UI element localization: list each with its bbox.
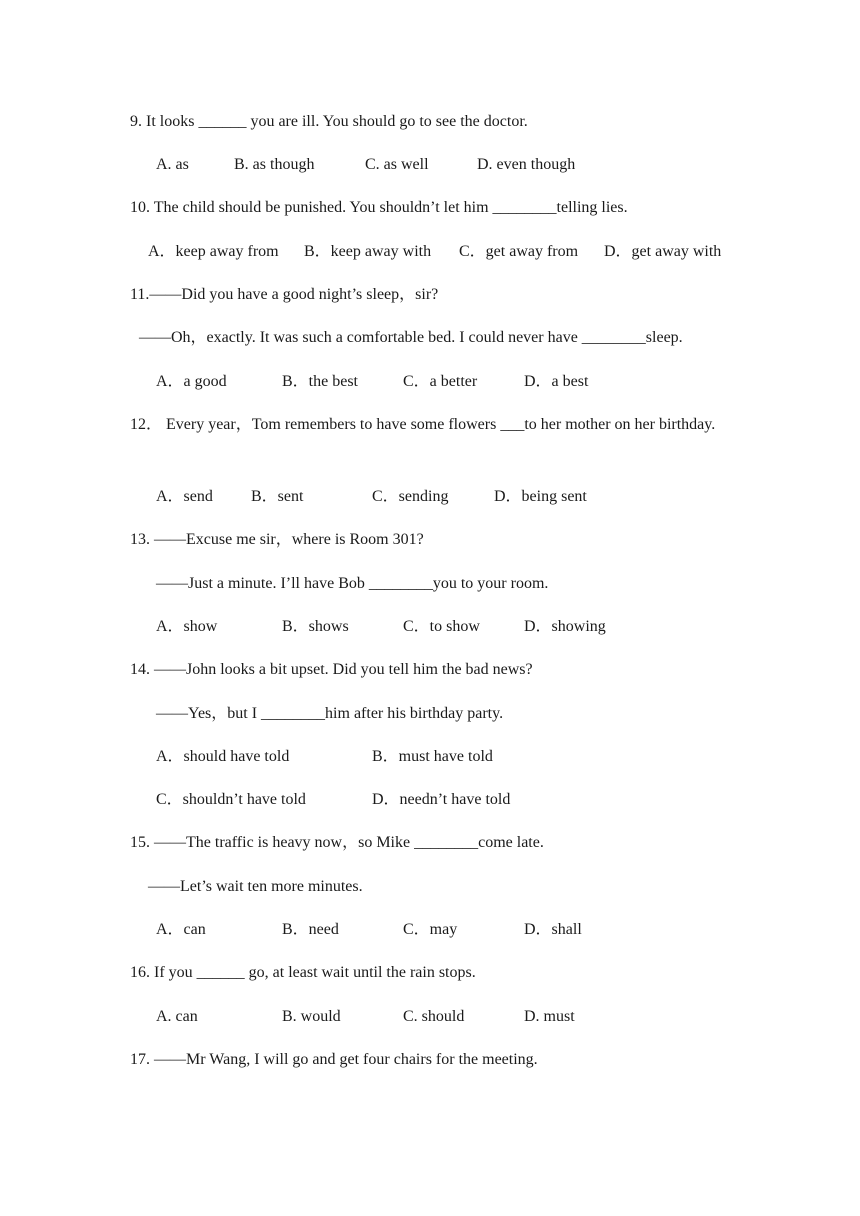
question-10-option-c: C．get away from — [459, 243, 579, 260]
question-11-option-d: D．a best — [524, 373, 589, 390]
question-11-stem: 11.——Did you have a good night’s sleep，sir? — [130, 286, 439, 303]
question-13-stem: 13. ——Excuse me sir，where is Room 301? — [130, 531, 424, 548]
question-14-reply: ——Yes，but I ________him after his birthday party. — [156, 705, 504, 722]
question-15-stem: 15. ——The traffic is heavy now，so Mike ________come late. — [130, 834, 544, 851]
question-16-option-d: D. must — [524, 1008, 575, 1025]
question-14-option-d: D．needn’t have told — [372, 791, 511, 808]
question-14-option-b: B．must have told — [372, 748, 493, 765]
question-11-option-c: C．a better — [403, 373, 478, 390]
question-11-option-a: A．a good — [156, 373, 227, 390]
question-16-option-c: C. should — [403, 1008, 465, 1025]
question-13-option-a: A．show — [156, 618, 218, 635]
question-11-reply: ——Oh，exactly. It was such a comfortable bed. I could never have ________sleep. — [139, 329, 683, 346]
question-9-option-b: B. as though — [234, 156, 315, 173]
question-10-stem: 10. The child should be punished. You shouldn’t let him ________telling lies. — [130, 199, 628, 216]
question-9-option-c: C. as well — [365, 156, 429, 173]
question-17-stem: 17. ——Mr Wang, I will go and get four chairs for the meeting. — [130, 1051, 538, 1068]
question-13-option-d: D．showing — [524, 618, 606, 635]
question-15-option-d: D．shall — [524, 921, 582, 938]
question-13-option-c: C．to show — [403, 618, 480, 635]
question-12-stem: 12． Every year，Tom remembers to have some flowers ___to her mother on her birthday. — [130, 416, 716, 433]
question-14-stem: 14. ——John looks a bit upset. Did you tell him the bad news? — [130, 661, 533, 678]
question-9-option-a: A. as — [156, 156, 189, 173]
question-9-option-d: D. even though — [477, 156, 576, 173]
question-13-reply: ——Just a minute. I’ll have Bob ________you to your room. — [156, 575, 549, 592]
question-15-option-a: A．can — [156, 921, 206, 938]
question-13-option-b: B．shows — [282, 618, 349, 635]
question-15-option-b: B．need — [282, 921, 339, 938]
question-16-option-b: B. would — [282, 1008, 341, 1025]
question-16-stem: 16. If you ______ go, at least wait until the rain stops. — [130, 964, 476, 981]
question-9-stem: 9. It looks ______ you are ill. You should go to see the doctor. — [130, 113, 528, 130]
question-12-option-b: B．sent — [251, 488, 304, 505]
question-11-option-b: B．the best — [282, 373, 358, 390]
question-14-option-c: C．shouldn’t have told — [156, 791, 306, 808]
question-10-option-d: D．get away with — [604, 243, 722, 260]
question-16-option-a: A. can — [156, 1008, 198, 1025]
question-12-option-c: C．sending — [372, 488, 449, 505]
question-12-option-d: D．being sent — [494, 488, 587, 505]
question-15-option-c: C．may — [403, 921, 458, 938]
question-12-option-a: A．send — [156, 488, 213, 505]
question-10-option-b: B．keep away with — [304, 243, 432, 260]
question-15-reply: ——Let’s wait ten more minutes. — [148, 878, 363, 895]
question-10-option-a: A．keep away from — [148, 243, 279, 260]
question-14-option-a: A．should have told — [156, 748, 290, 765]
